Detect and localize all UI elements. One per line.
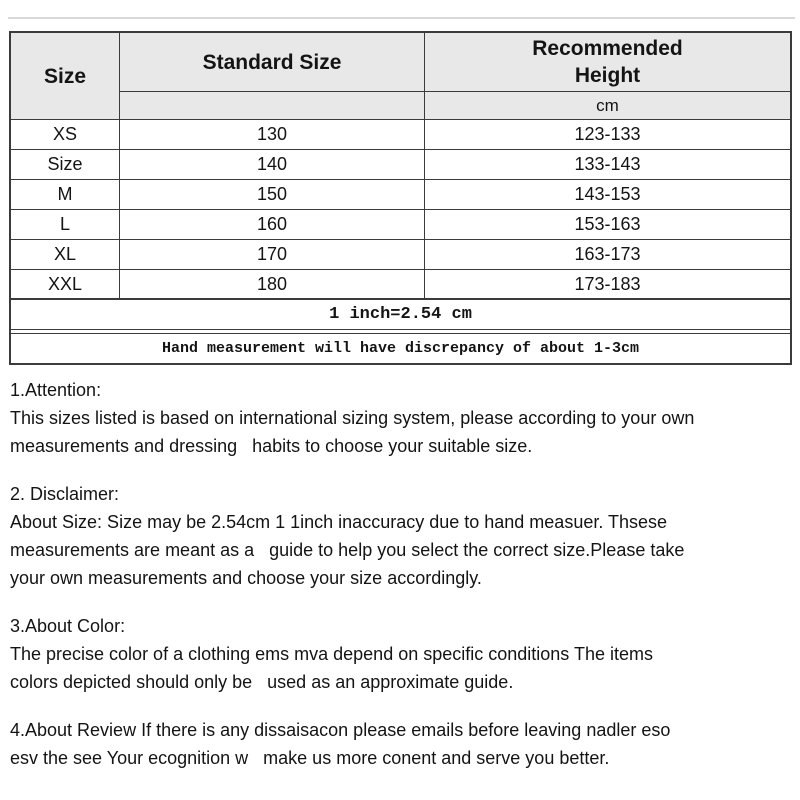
- height-cell: 153-163: [425, 210, 790, 240]
- standard-size-cell: 160: [120, 210, 425, 240]
- height-cell: 143-153: [425, 180, 790, 210]
- text-line: esv the see Your ecognition w make us more conent and serve you better.: [10, 748, 610, 768]
- height-cell: 163-173: [425, 240, 790, 270]
- size-cell: XXL: [11, 270, 120, 300]
- text-line: 2. Disclaimer:: [10, 484, 120, 504]
- standard-size-cell: 180: [120, 270, 425, 300]
- text-line: 4.About Review If there is any dissaisacon please emails before leaving nadler eso: [10, 720, 671, 740]
- height-cell: 133-143: [425, 150, 790, 180]
- top-divider-line: [8, 17, 795, 19]
- text-line: 1.Attention:: [10, 380, 102, 400]
- standard-size-cell: 170: [120, 240, 425, 270]
- height-cell: 173-183: [425, 270, 790, 300]
- header-unit-cell: cm: [425, 92, 790, 120]
- height-cell: 123-133: [425, 120, 790, 150]
- inch-conversion-note-row: 1 inch=2.54 cm: [11, 300, 790, 330]
- text-line: measurements and dressing habits to choose your suitable size.: [10, 436, 533, 456]
- standard-size-cell: 140: [120, 150, 425, 180]
- hand-measurement-note-row: Hand measurement will have discrepancy of about 1-3cm: [11, 333, 790, 363]
- section-attention: [10, 376, 800, 460]
- header-recommended-height-cell: [425, 33, 790, 92]
- size-cell: XL: [11, 240, 120, 270]
- header-standard-size-cell: Standard Size: [120, 33, 425, 92]
- section-about-color: [10, 612, 800, 696]
- text-line: The precise color of a clothing ems mva depend on specific conditions The items: [10, 644, 653, 664]
- text-line: colors depicted should only be used as an approximate guide.: [10, 672, 514, 692]
- page: [0, 17, 800, 772]
- text-line: 3.About Color:: [10, 616, 126, 636]
- size-cell: Size: [11, 150, 120, 180]
- text-line: This sizes listed is based on international sizing system, please according to your own: [10, 408, 695, 428]
- text-line: About Size: Size may be 2.54cm 1 1inch inaccuracy due to hand measuer. Thsese: [10, 512, 668, 532]
- text-line: measurements are meant as a guide to help you select the correct size.Please take: [10, 540, 685, 560]
- header-standard-size-subcell: [120, 92, 425, 120]
- text-line: your own measurements and choose your size accordingly.: [10, 568, 482, 588]
- size-chart-table: [9, 31, 792, 365]
- size-cell: L: [11, 210, 120, 240]
- section-about-review: [10, 716, 800, 772]
- size-cell: M: [11, 180, 120, 210]
- size-cell: XS: [11, 120, 120, 150]
- disclaimer-text-block: [0, 376, 800, 772]
- section-disclaimer: [10, 480, 800, 592]
- standard-size-cell: 130: [120, 120, 425, 150]
- header-size-cell: Size: [11, 33, 120, 120]
- standard-size-cell: 150: [120, 180, 425, 210]
- header-recommended-height-label: Recommended Height: [532, 37, 683, 87]
